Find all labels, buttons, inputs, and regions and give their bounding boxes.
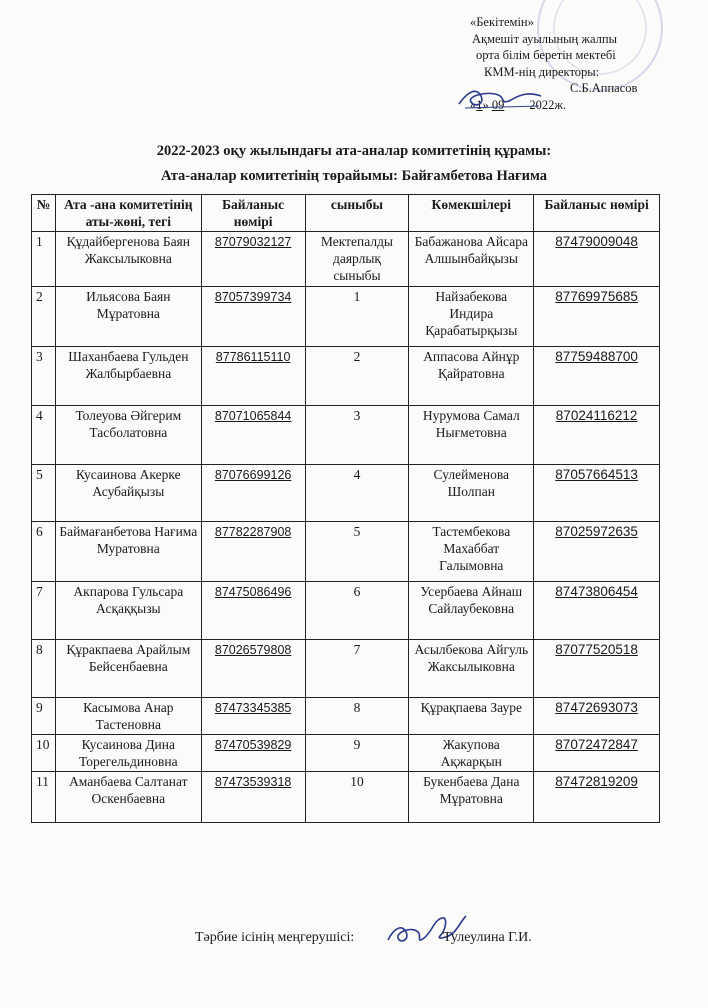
approval-date-month: 09 [491, 97, 505, 112]
row-helper-name: Усербаева Айнаш Сайлаубековна [409, 582, 534, 640]
row-parent-name: Аманбаева Салтанат Оскенбаевна [55, 772, 201, 823]
row-parent-name: Кусаинова Дина Торегельдиновна [55, 735, 201, 772]
row-helper-phone: 87479009048 [534, 232, 660, 287]
row-parent-name: Ильясова Баян Мұратовна [55, 287, 201, 347]
table-row [32, 465, 660, 522]
row-helper-name: Найзабекова Индира Қарабатырқызы [409, 287, 534, 347]
footer-name: Тулеулина Г.И. [443, 930, 532, 945]
row-helper-name: Сулейменова Шолпан [409, 465, 534, 522]
row-class: 6 [305, 582, 409, 640]
row-helper-phone: 87769975685 [534, 287, 660, 347]
header-helper-phone: Байланыс нөмірі [534, 195, 660, 232]
approval-signer: С.Б.Аппасов [570, 81, 638, 95]
row-number: 4 [32, 406, 56, 465]
row-helper-name: Құрақпаева Зауре [409, 698, 534, 735]
row-number: 3 [32, 347, 56, 406]
table-row [32, 232, 660, 287]
row-number: 11 [32, 772, 56, 823]
row-helper-phone: 87025972635 [534, 522, 660, 582]
row-class: 9 [305, 735, 409, 772]
table-header-row [32, 195, 660, 232]
table-row [32, 406, 660, 465]
row-helper-name: Асылбекова Айгуль Жаксылыковна [409, 640, 534, 698]
row-class: 2 [305, 347, 409, 406]
row-parent-phone: 87071065844 [201, 406, 305, 465]
row-parent-name: Касымова Анар Тастеновна [55, 698, 201, 735]
row-helper-phone: 87057664513 [534, 465, 660, 522]
row-class: 10 [305, 772, 409, 823]
approval-block [470, 14, 700, 113]
row-parent-name: Баймағанбетова Нағима Муратовна [55, 522, 201, 582]
row-helper-name: Аппасова Айнұр Қайратовна [409, 347, 534, 406]
row-helper-name: Букенбаева Дана Мұратовна [409, 772, 534, 823]
row-parent-name: Акпарова Гульсара Асқаққызы [55, 582, 201, 640]
row-parent-phone: 87026579808 [201, 640, 305, 698]
row-helper-phone: 87472693073 [534, 698, 660, 735]
row-number: 2 [32, 287, 56, 347]
row-class: 3 [305, 406, 409, 465]
approval-school-line2: орта білім беретін мектебі [476, 48, 616, 62]
row-parent-phone: 87057399734 [201, 287, 305, 347]
row-number: 7 [32, 582, 56, 640]
row-helper-phone: 87024116212 [534, 406, 660, 465]
header-number: № [32, 195, 56, 232]
approval-director-title: КММ-нің директоры: [484, 64, 600, 79]
approval-date: «1» 09 2022ж. [470, 97, 567, 112]
approval-date-year: 2022ж. [529, 97, 567, 112]
committee-table [31, 194, 660, 823]
row-class: 4 [305, 465, 409, 522]
row-helper-name: Бабажанова Айсара Алшынбайқызы [409, 232, 534, 287]
table-row [32, 522, 660, 582]
header-class: сыныбы [305, 195, 409, 232]
row-number: 9 [32, 698, 56, 735]
header-name: Ата -ана комитетінің аты-жөні, тегі [55, 195, 201, 232]
table-row [32, 582, 660, 640]
table-row [32, 772, 660, 823]
row-helper-name: Нурумова Самал Нығметовна [409, 406, 534, 465]
row-number: 10 [32, 735, 56, 772]
row-helper-phone: 87759488700 [534, 347, 660, 406]
header-helpers: Көмекшілері [409, 195, 534, 232]
row-parent-name: Кусаинова Акерке Асубайқызы [55, 465, 201, 522]
header-phone: Байланыс нөмірі [201, 195, 305, 232]
approval-school-line1: Ақмешіт ауылының жалпы [472, 31, 617, 46]
table-row [32, 287, 660, 347]
approval-date-day: 1 [476, 97, 483, 112]
row-class: Мектепалды даярлық сыныбы [305, 232, 409, 287]
row-helper-phone: 87077520518 [534, 640, 660, 698]
row-helper-phone: 87472819209 [534, 772, 660, 823]
row-class: 5 [305, 522, 409, 582]
row-parent-name: Құракпаева Арайлым Бейсенбаевна [55, 640, 201, 698]
row-parent-phone: 87470539829 [201, 735, 305, 772]
row-helper-phone: 87072472847 [534, 735, 660, 772]
row-parent-name: Құдайбергенова Баян Жаксылыковна [55, 232, 201, 287]
approval-heading: «Бекітемін» [470, 15, 534, 29]
table-row [32, 347, 660, 406]
table-row [32, 698, 660, 735]
footer-role: Тәрбие ісінің меңгерушісі: [195, 930, 355, 945]
row-parent-phone: 87076699126 [201, 465, 305, 522]
row-class: 7 [305, 640, 409, 698]
committee-chair: Ата-аналар комитетінің төрайымы: Байғамбетова Нағима [160, 168, 548, 184]
row-helper-phone: 87473806454 [534, 582, 660, 640]
row-number: 6 [32, 522, 56, 582]
row-helper-name: Тастембекова Махаббат Галымовна [409, 522, 534, 582]
table-row [32, 640, 660, 698]
table-row [32, 735, 660, 772]
row-class: 8 [305, 698, 409, 735]
row-parent-phone: 87475086496 [201, 582, 305, 640]
row-parent-phone: 87473539318 [201, 772, 305, 823]
row-parent-phone: 87473345385 [201, 698, 305, 735]
row-class: 1 [305, 287, 409, 347]
row-number: 1 [32, 232, 56, 287]
row-number: 8 [32, 640, 56, 698]
row-parent-phone: 87786115110 [201, 347, 305, 406]
row-parent-name: Шаханбаева Гульден Жалбырбаевна [55, 347, 201, 406]
row-number: 5 [32, 465, 56, 522]
document-title: 2022-2023 оқу жылындағы ата-аналар комитетінің құрамы: [156, 143, 552, 159]
row-parent-phone: 87782287908 [201, 522, 305, 582]
row-parent-name: Толеуова Әйгерим Тасболатовна [55, 406, 201, 465]
row-helper-name: Жакупова Ақжарқын [409, 735, 534, 772]
row-parent-phone: 87079032127 [201, 232, 305, 287]
